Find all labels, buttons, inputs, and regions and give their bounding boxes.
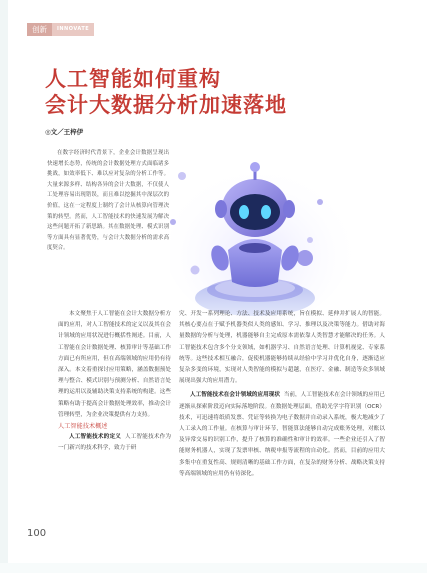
intro-paragraph: 本文聚焦于人工智能在会计大数据分析方面的应用，对人工智能技术的定义以及其在会计领域的应用状况进行概括性阐述。目前，人工智能在会计数据处理、核算审计等基础工作方面已有所应用，但在高端领域的应用仍有待深入。本文着重探讨应用策略，涵盖数据预处理与整合、模式识别与预测分析、自然语言处理的运用以及辅助决策支持系统的构建。这些策略有助于提高会计数据处理效率，推动会计管理转型，为企业决策提供有力支持。 <box>58 311 171 418</box>
definition-paragraph <box>58 432 171 454</box>
column-right <box>179 309 385 480</box>
section-sub-label: INNOVATE <box>52 23 94 36</box>
article-title <box>45 66 287 118</box>
section-heading: 人工智能技术概述 <box>58 423 108 431</box>
author-byline: ◎文／王梓伊 <box>45 128 84 136</box>
section-header <box>27 22 94 36</box>
robot-illustration <box>170 130 427 330</box>
definition-text: 人工智能技术作为一门新兴的技术科学，致力于研 <box>58 434 171 452</box>
definition-continued: 究、开发一系列理论、方法、技术及应用系统，旨在模拟、延伸并扩展人的智能。其核心要点在于赋予机器类似人类的感知、学习、推理以及决策等能力。借助对海量数据的分析与处理，机器能够自主完成原本需依靠人类智慧才能解决的任务。人工智能技术包含多个分支领域，如机器学习、自然语言处理、计算机视觉、专家系统等。这些技术相互融合，促使机器能够持续从经验中学习并优化自身，逐渐适应复杂多变的环境，实现对人类智能的模拟与超越，在医疗、金融、制造等众多领域展现出强大的应用潜力。 <box>179 311 385 385</box>
status-heading: 人工智能技术在会计领域的应用现状 <box>190 392 281 399</box>
column-left <box>58 309 171 455</box>
article-abstract: 在数字经济时代背景下，企业会计数据呈现出快速增长态势，传统的会计数据处理方式面临诸多挑战，如效率低下、难以应对复杂的分析工作等。大量来源多样、结构各异的会计大数据，不仅使人工处理容易出现错误，而且难以挖掘其中深层次的价值，这在一定程度上制约了会计从核算向管理决策的转型。然而，人工智能技术的快速发展为解决这些问题开拓了新思路。其在数据处理、模式识别等方面具有显著优势，与会计大数据分析的需求高度契合。 <box>47 150 169 252</box>
status-text: 当前，人工智能技术在会计领域的应用已逐渐从探索阶段迈向实际落地阶段。在数据处理层面，借助光学字符识别（OCR）技术，可迅速将纸质发票、凭证等转换为电子数据并自动录入系统，极大地减少了人工录入的工作量。在核算与审计环节，智能算法能够自动完成账务处理，对账以及异常交易的识别工作，提升了核算的准确性和审计的效率。一些企业还引入了智能财务机器人，实现了发票审核、纳税申报等流程的自动化。然而，目前的应用大多集中在重复性高、规则清晰的基础工作方面，在复杂的财务分析、战略决策支持等高端领域的应用仍有待深化。 <box>179 392 385 477</box>
footer-band <box>0 563 427 573</box>
title-line-1: 人工智能如何重构 <box>45 67 221 91</box>
left-margin-band <box>0 0 8 573</box>
ai-robot-icon <box>170 130 427 330</box>
status-paragraph <box>179 390 385 480</box>
definition-heading: 人工智能技术的定义 <box>69 434 122 441</box>
title-line-2: 会计大数据分析加速落地 <box>45 93 287 117</box>
page-number: 100 <box>27 528 47 539</box>
section-label: 创新 <box>27 23 52 36</box>
